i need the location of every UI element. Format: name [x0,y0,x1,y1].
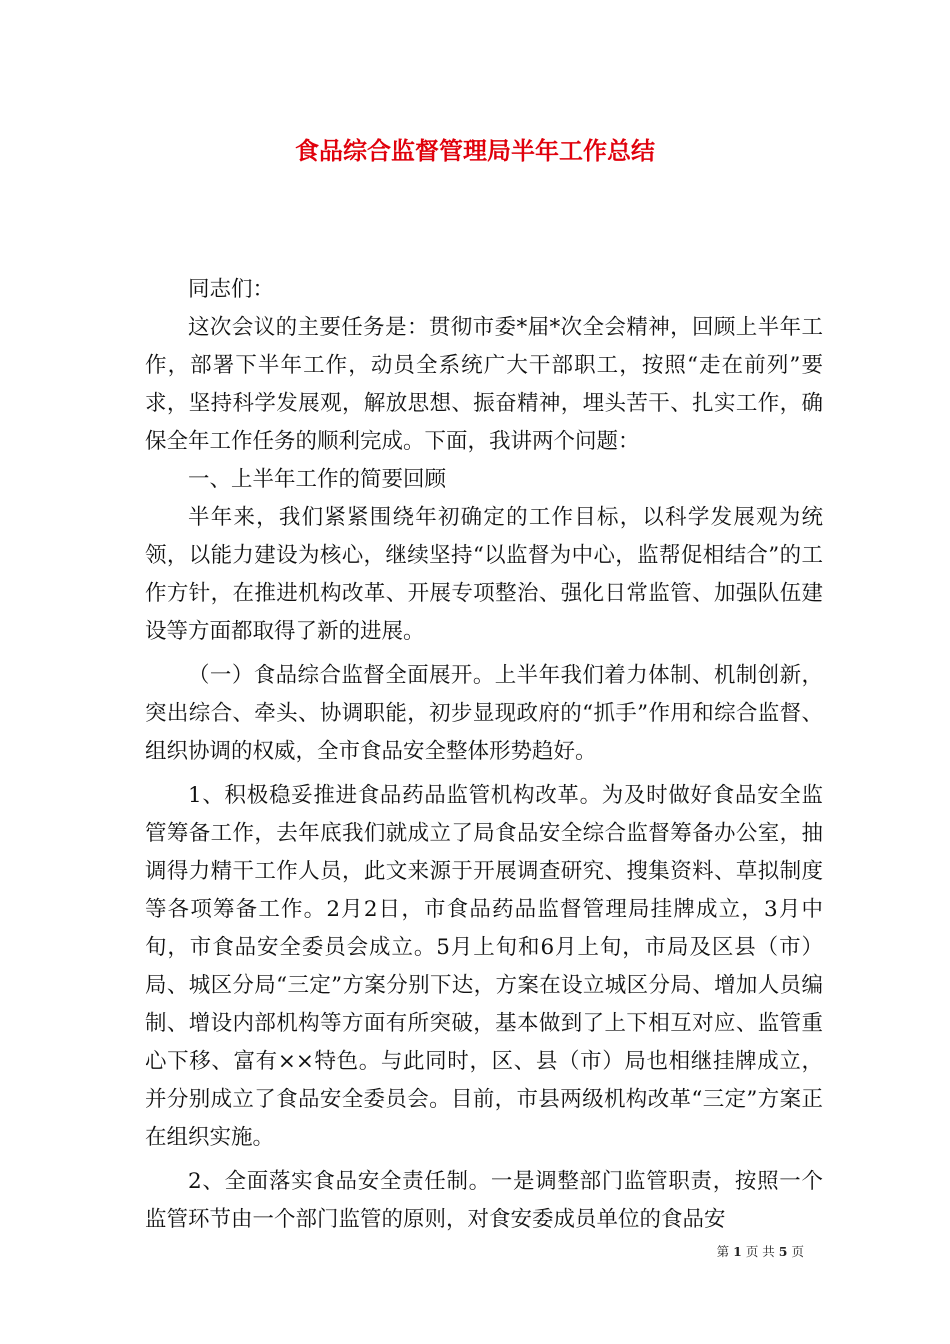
footer-middle: 页 共 [745,1244,775,1259]
footer-suffix: 页 [791,1244,804,1259]
current-page-number: 1 [733,1244,742,1259]
section-heading: 一、上半年工作的简要回顾 [188,467,447,492]
body-paragraph: 半年来，我们紧紧围绕年初确定的工作目标，以科学发展观为统领，以能力建设为核心，继续坚持“以监督为中心，监帮促相结合”的工作方针，在推进机构改革、开展专项整治、强化日常监管、加强队伍建设等方面都取得了新的进展。 [145,505,823,644]
body-paragraph: 2、全面落实食品安全责任制。一是调整部门监管职责，按照一个监管环节由一个部门监管的原则，对食安委成员单位的食品安 [145,1169,823,1232]
document-title: 食品综合监督管理局半年工作总结 [295,136,655,165]
footer-prefix: 第 [716,1244,730,1259]
subsection-paragraph: （一）食品综合监督全面展开。上半年我们着力体制、机制创新，突出综合、牵头、协调职能，初步显现政府的“抓手”作用和综合监督、组织协调的权威，全市食品安全整体形势趋好。 [145,663,823,764]
intro-paragraph: 这次会议的主要任务是：贯彻市委*届*次全会精神，回顾上半年工作，部署下半年工作，动员全系统广大干部职工，按照“走在前列”要求，坚持科学发展观，解放思想、振奋精神，埋头苦干、扎实工作，确保全年工作任务的顺利完成。下面，我讲两个问题： [145,315,823,454]
salutation-paragraph: 同志们： [188,277,275,302]
total-page-number: 5 [778,1244,788,1259]
body-paragraph: 1、积极稳妥推进食品药品监管机构改革。为及时做好食品安全监管筹备工作，去年底我们就成立了局食品安全综合监督筹备办公室，抽调得力精干工作人员，此文来源于开展调查研究、搜集资料、草拟制度等各项筹备工作。2月2日，市食品药品监督管理局挂牌成立，3月中旬，市食品安全委员会成立。5月上旬和6月上旬，市局及区县（市）局、城区分局“三定”方案分别下达，方案在设立城区分局、增加人员编制、增设内部机构等方面有所突破，基本做到了上下相互对应、监管重心下移、富有××特色。与此同时，区、县（市）局也相继挂牌成立，并分别成立了食品安全委员会。目前，市县两级机构改革“三定”方案正在组织实施。 [145,783,823,1150]
document-body [145,271,823,1239]
page-number-footer [717,1244,804,1260]
